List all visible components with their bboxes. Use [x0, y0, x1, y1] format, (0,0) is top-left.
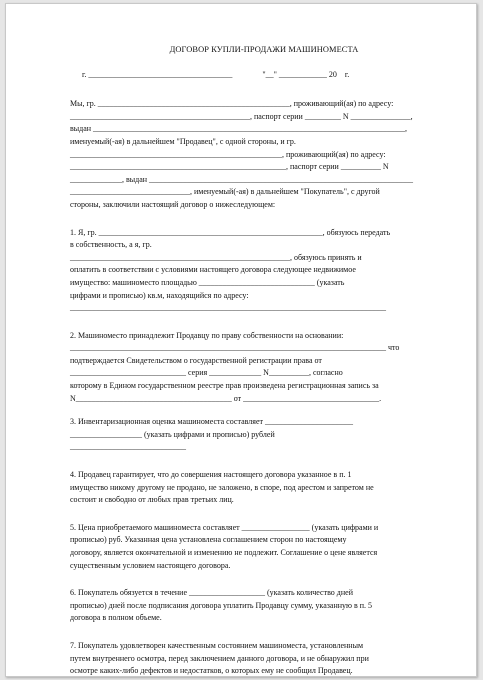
text-line: в собственность, а я, гр. — [70, 240, 152, 250]
text-line: прописью) дней после подписания договора уплатить Продавцу сумму, указанную в п. 5 — [70, 600, 373, 610]
section-4 — [70, 469, 458, 507]
text-line: Мы, гр. ________________________________________________, проживающий(ая) по адресу: — [70, 99, 394, 109]
text-line: состоит и свободно от любых прав третьих лиц. — [70, 495, 234, 505]
text-line: _____________________________________________, паспорт серии _________ N _______________, — [70, 111, 413, 121]
text-line: 4. Продавец гарантирует, что до совершения настоящего договора указанное в п. 1 — [70, 470, 352, 480]
text-line: _____________________________ — [70, 442, 186, 452]
section-7 — [70, 640, 458, 677]
text-line: существенным условием настоящего договора. — [70, 560, 231, 570]
text-line: 7. Покупатель удовлетворен качественным состоянием машиноместа, установленным — [70, 640, 364, 650]
text-line: выдан ______________________________________________________________________________, — [70, 124, 408, 134]
text-line: __________________ (указать цифрами и прописью) рублей — [70, 429, 275, 439]
section-6 — [70, 587, 458, 625]
text-line: прописью) руб. Указанная цена установлена соглашением сторон по настоящему — [70, 535, 347, 545]
text-line: договору, является окончательной и изменению не подлежит. Соглашение о цене является — [70, 548, 378, 557]
text-line: 3. Инвентаризационная оценка машиноместа составляет ______________________ — [70, 417, 354, 427]
parties-paragraph — [70, 98, 458, 211]
text-line: цифрами и прописью) кв.м, находящийся по адресу: — [70, 290, 249, 300]
place-date-line: г. ____________________________________ "__" ____________ 20 г. — [82, 69, 350, 79]
text-line: стороны, заключили настоящий договор о нижеследующем: — [70, 199, 276, 209]
document-page — [5, 3, 477, 677]
text-line: ______________________________, именуемый(-ая) в дальнейшем "Покупатель", с другой — [70, 187, 380, 197]
text-line: _______________________________________________________________________________ что — [70, 343, 400, 353]
text-line: _____________________________________________________, проживающий(ая) по адресу: — [70, 149, 386, 159]
section-2 — [70, 330, 458, 406]
text-line: оплатить в соответствии с условиями настоящего договора следующее недвижимое — [70, 265, 356, 275]
document-title: ДОГОВОР КУПЛИ-ПРОДАЖИ МАШИНОМЕСТА — [169, 45, 359, 54]
text-line: ______________________________________________________, паспорт серии __________ N — [70, 162, 389, 172]
text-line: N_______________________________________ от __________________________________. — [70, 393, 382, 403]
text-line: _____________________________ серия _____________ N__________, согласно — [70, 368, 343, 378]
text-line: подтверждается Свидетельством о государственной регистрации права от — [70, 355, 322, 365]
section-3 — [70, 416, 458, 454]
section-1 — [70, 227, 458, 315]
text-line: _______________________________________________________________________________ — [70, 303, 386, 313]
text-line: 5. Цена приобретаемого машиноместа составляет _________________ (указать цифрами и — [70, 522, 379, 532]
text-line: _____________, выдан __________________________________________________________________ — [70, 174, 414, 184]
document-body — [70, 44, 458, 677]
text-line: именуемый(-ая) в дальнейшем "Продавец", с одной стороны, и гр. — [70, 136, 296, 146]
text-line: _______________________________________________________, обязуюсь принять и — [70, 252, 362, 262]
text-line: 6. Покупатель обязуется в течение ___________________ (указать количество дней — [70, 588, 353, 598]
section-5 — [70, 522, 458, 572]
text-line: имущество: машиноместо площадью _____________________________ (указать — [70, 277, 345, 287]
text-line: осмотре каких-либо дефектов и недостатков, о которых ему не сообщил Продавец. — [70, 666, 353, 676]
text-line: которому в Едином государственном реестре прав произведена регистрационная запись за — [70, 381, 379, 391]
text-line: 1. Я, гр. ________________________________________________________, обязуюсь передать — [70, 227, 391, 237]
text-line: договора в полном объеме. — [70, 613, 162, 623]
text-line: имущество никому другому не продано, не заложено, в споре, под арестом и запретом не — [70, 482, 374, 492]
text-line: 2. Машиноместо принадлежит Продавцу по праву собственности на основании: — [70, 330, 344, 340]
text-line: путем внутреннего осмотра, перед заключением данного договора, и не обнаружил при — [70, 653, 369, 663]
